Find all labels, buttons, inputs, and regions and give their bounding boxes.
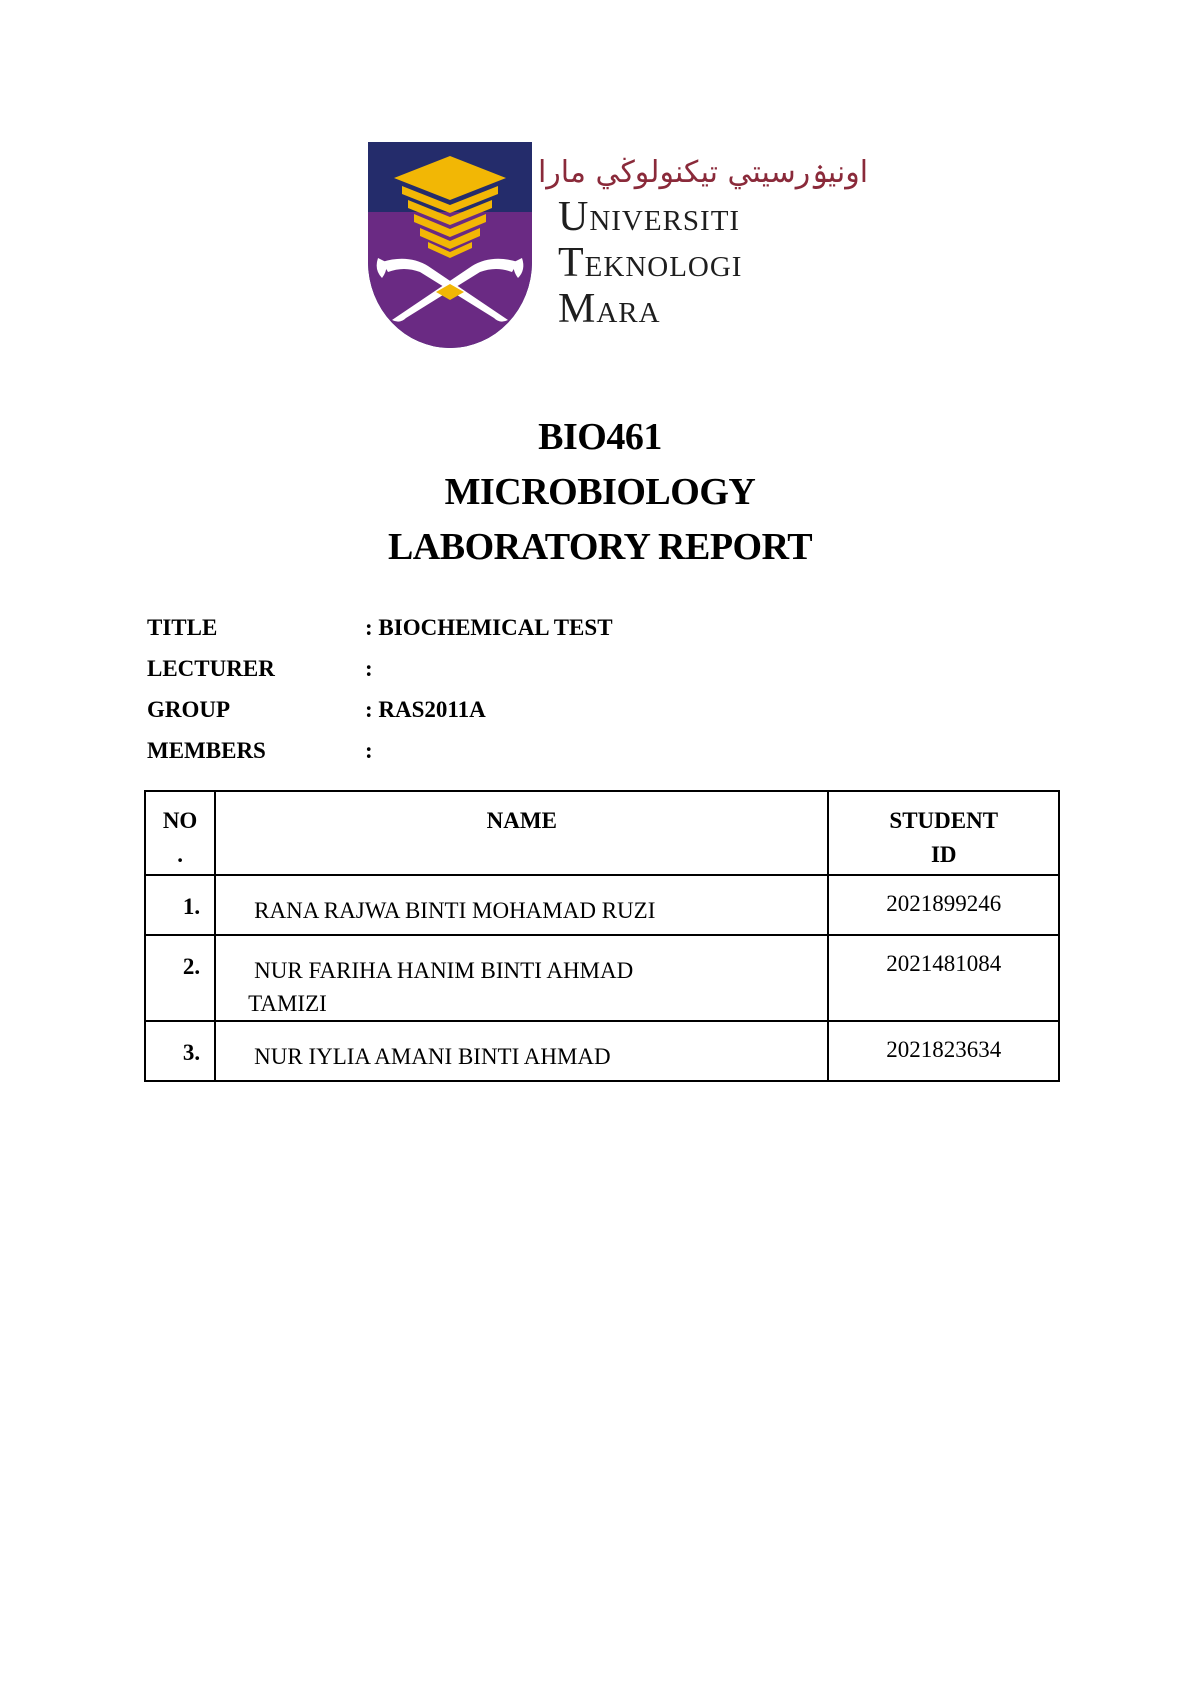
cell-student-id: 2021481084 <box>828 935 1059 1021</box>
logo-line-2: Teknologi <box>558 240 743 286</box>
info-value: : <box>365 656 373 681</box>
info-label: GROUP <box>147 697 231 722</box>
info-label: LECTURER <box>147 656 275 681</box>
course-code: BIO461 <box>538 416 662 458</box>
info-value: : <box>365 738 373 763</box>
logo-line-3: Mara <box>558 286 661 332</box>
name-line-1: NUR FARIHA HANIM BINTI AHMAD <box>254 958 634 983</box>
logo-line-1: Universiti <box>558 194 741 240</box>
cell-no: 3. <box>145 1021 215 1081</box>
cell-name <box>215 875 828 935</box>
header-name: NAME <box>215 791 828 875</box>
header-no-line2: . <box>177 842 183 867</box>
table-row <box>145 935 1059 1021</box>
info-label: TITLE <box>147 615 218 640</box>
table-row <box>145 1021 1059 1081</box>
uitm-crest-icon <box>368 142 532 348</box>
university-logo <box>368 142 869 352</box>
report-heading <box>0 410 1200 575</box>
svg-text:اونيۏرسيتي تيكنولوڬي مارا: اونيۏرسيتي تيكنولوڬي مارا <box>537 155 869 190</box>
course-name: MICROBIOLOGY <box>444 471 756 513</box>
cell-student-id: 2021823634 <box>828 1021 1059 1081</box>
header-id-line1: STUDENT <box>889 808 999 833</box>
header-no <box>145 791 215 875</box>
cell-name <box>215 1021 828 1081</box>
cell-name <box>215 935 828 1021</box>
cell-no: 1. <box>145 875 215 935</box>
info-value: : RAS2011A <box>365 697 486 722</box>
info-value: : BIOCHEMICAL TEST <box>365 615 613 640</box>
header-id-line2: ID <box>930 842 957 867</box>
name-line-2: TAMIZI <box>248 991 327 1016</box>
report-type: LABORATORY REPORT <box>387 526 813 568</box>
jawi-wordmark-icon <box>537 142 869 192</box>
header-student-id <box>828 791 1059 875</box>
members-table <box>144 790 1060 1082</box>
table-row <box>145 875 1059 935</box>
logo-wordmark <box>558 194 858 332</box>
name-line-1: RANA RAJWA BINTI MOHAMAD RUZI <box>254 898 656 923</box>
logo-jawi-script <box>537 142 869 192</box>
info-label: MEMBERS <box>147 738 266 763</box>
cell-student-id: 2021899246 <box>828 875 1059 935</box>
table-header-row <box>145 791 1059 875</box>
name-line-1: NUR IYLIA AMANI BINTI AHMAD <box>254 1044 611 1069</box>
cell-no: 2. <box>145 935 215 1021</box>
header-no-line1: NO <box>162 808 198 833</box>
